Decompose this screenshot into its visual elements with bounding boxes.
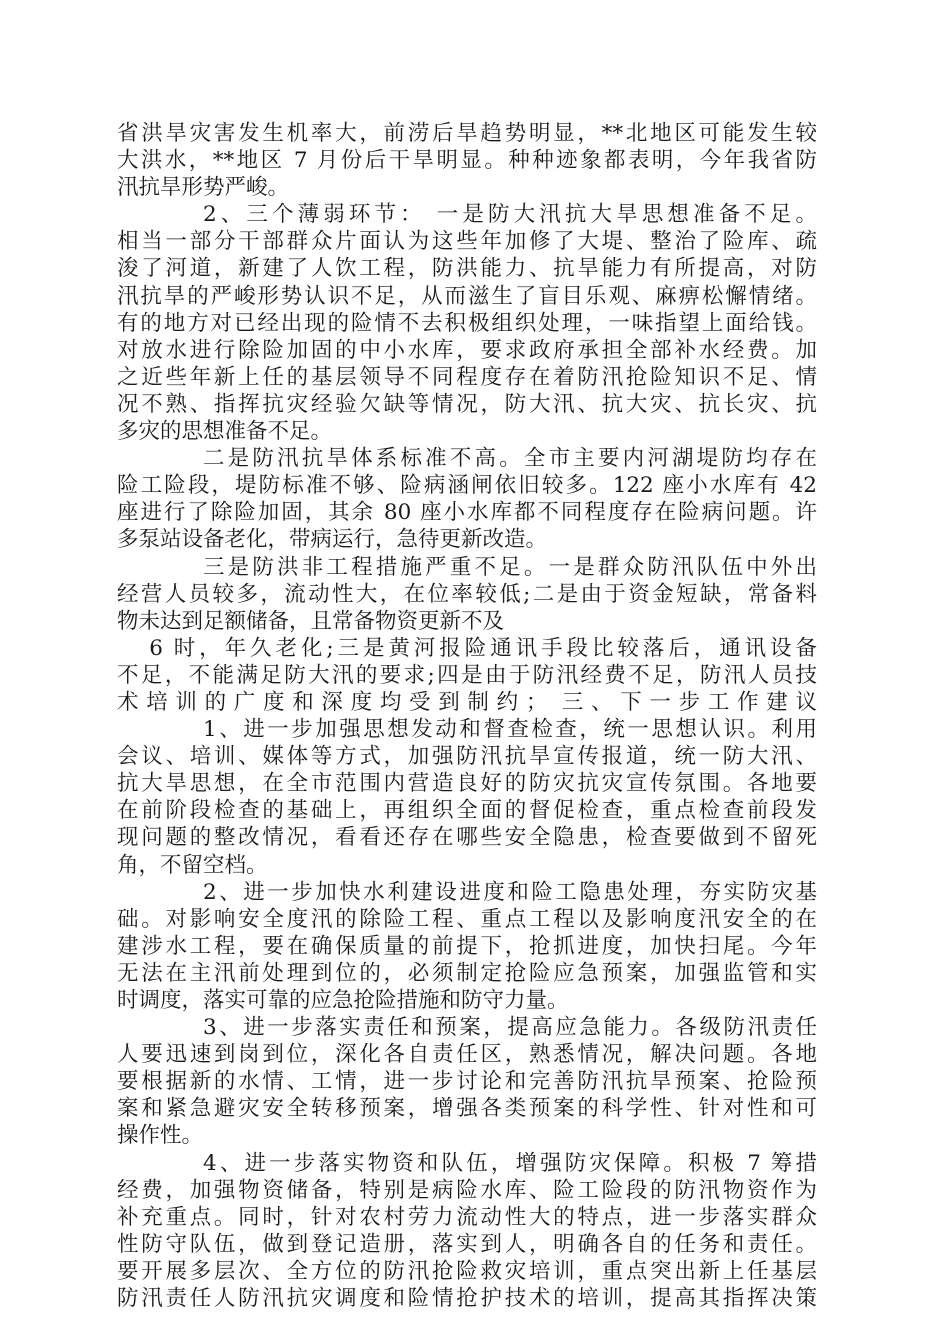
text-line: 角，不留空档。 (117, 852, 268, 878)
text-line: 大洪水，**地区 7 月份后干旱明显。种种迹象都表明，今年我省防 (117, 148, 817, 174)
text-line: 操作性。 (117, 1123, 204, 1149)
text-line: 3、进一步落实责任和预案，提高应急能力。各级防汛责任 (203, 1015, 817, 1041)
text-line: 础。对影响安全度汛的除险工程、重点工程以及影响度汛安全的在 (117, 906, 817, 932)
text-line: 经营人员较多，流动性大，在位率较低;二是由于资金短缺，常备料 (117, 581, 817, 607)
text-line: 在前阶段检查的基础上，再组织全面的督促检查，重点检查前段发 (117, 798, 817, 824)
text-line: 相当一部分干部群众片面认为这些年加修了大堤、整治了险库、疏 (117, 229, 817, 255)
text-line: 要开展多层次、全方位的防汛抢险救灾培训，重点突出新上任基层 (117, 1258, 817, 1284)
text-line: 案和紧急避灾安全转移预案，增强各类预案的科学性、针对性和可 (117, 1096, 817, 1122)
text-line: 防汛责任人防汛抗灾调度和险情抢护技术的培训，提高其指挥决策 (117, 1286, 817, 1312)
text-line: 术培训的广度和深度均受到制约； 三、下一步工作建议 (117, 689, 817, 715)
text-line: 物未达到足额储备，且常备物资更新不及 (117, 608, 505, 634)
text-line: 多灾的思想准备不足。 (117, 419, 333, 445)
text-line: 况不熟、指挥抗灾经验欠缺等情况，防大汛、抗大灾、抗长灾、抗 (117, 391, 817, 417)
text-line: 4、进一步落实物资和队伍，增强防灾保障。积极 7 筹措 (203, 1150, 817, 1176)
text-line: 无法在主汛前处理到位的，必须制定抢险应急预案，加强监管和实 (117, 960, 817, 986)
text-line: 经费，加强物资储备，特别是病险水库、险工险段的防汛物资作为 (117, 1177, 817, 1203)
text-line: 抗大旱思想，在全市范围内营造良好的防灾抗灾宣传氛围。各地要 (117, 771, 817, 797)
text-line: 多泵站设备老化，带病运行，急待更新改造。 (117, 527, 548, 553)
text-line: 三是防洪非工程措施严重不足。一是群众防汛队伍中外出 (203, 554, 817, 580)
text-line: 险工险段，堤防标准不够、险病涵闸依旧较多。122 座小水库有 42 (117, 473, 817, 499)
text-line: 汛抗旱的严峻形势认识不足，从而滋生了盲目乐观、麻痹松懈情绪。 (117, 283, 817, 309)
text-line: 有的地方对已经出现的险情不去积极组织处理，一味指望上面给钱。 (117, 310, 817, 336)
text-line: 2、三个薄弱环节： 一是防大汛抗大旱思想准备不足。 (203, 202, 817, 228)
text-line: 时调度，落实可靠的应急抢险措施和防守力量。 (117, 988, 569, 1013)
text-line: 性防守队伍，做到登记造册，落实到人，明确各自的任务和责任。 (117, 1231, 817, 1257)
text-line: 不足，不能满足防大汛的要求;四是由于防汛经费不足，防汛人员技 (117, 662, 817, 688)
document-body (117, 120, 817, 1312)
text-line: 6 时，年久老化;三是黄河报险通讯手段比较落后，通讯设备 (149, 635, 817, 661)
text-line: 对放水进行除险加固的中小水库，要求政府承担全部补水经费。加 (117, 337, 817, 363)
text-line: 要根据新的水情、工情，进一步讨论和完善防汛抗旱预案、抢险预 (117, 1069, 817, 1095)
text-line: 汛抗旱形势严峻。 (117, 175, 290, 201)
text-line: 座进行了除险加固，其余 80 座小水库都不同程度存在险病问题。许 (117, 500, 817, 526)
text-line: 之近些年新上任的基层领导不同程度存在着防汛抢险知识不足、情 (117, 364, 817, 390)
text-line: 2、进一步加快水利建设进度和险工隐患处理，夯实防灾基 (203, 879, 817, 905)
text-line: 补充重点。同时，针对农村劳力流动性大的特点，进一步落实群众 (117, 1204, 817, 1230)
text-line: 会议、培训、媒体等方式，加强防汛抗旱宣传报道，统一防大汛、 (117, 744, 817, 770)
text-line: 1、进一步加强思想发动和督查检查，统一思想认识。利用 (203, 717, 817, 743)
text-line: 二是防汛抗旱体系标准不高。全市主要内河湖堤防均存在 (203, 446, 817, 472)
text-line: 现问题的整改情况，看看还存在哪些安全隐患，检查要做到不留死 (117, 825, 817, 851)
text-line: 建涉水工程，要在确保质量的前提下，抢抓进度，加快扫尾。今年 (117, 933, 817, 959)
text-line: 浚了河道，新建了人饮工程，防洪能力、抗旱能力有所提高，对防 (117, 256, 817, 282)
text-line: 人要迅速到岗到位，深化各自责任区，熟悉情况，解决问题。各地 (117, 1042, 817, 1068)
text-line: 省洪旱灾害发生机率大，前涝后旱趋势明显，**北地区可能发生较 (117, 121, 817, 146)
